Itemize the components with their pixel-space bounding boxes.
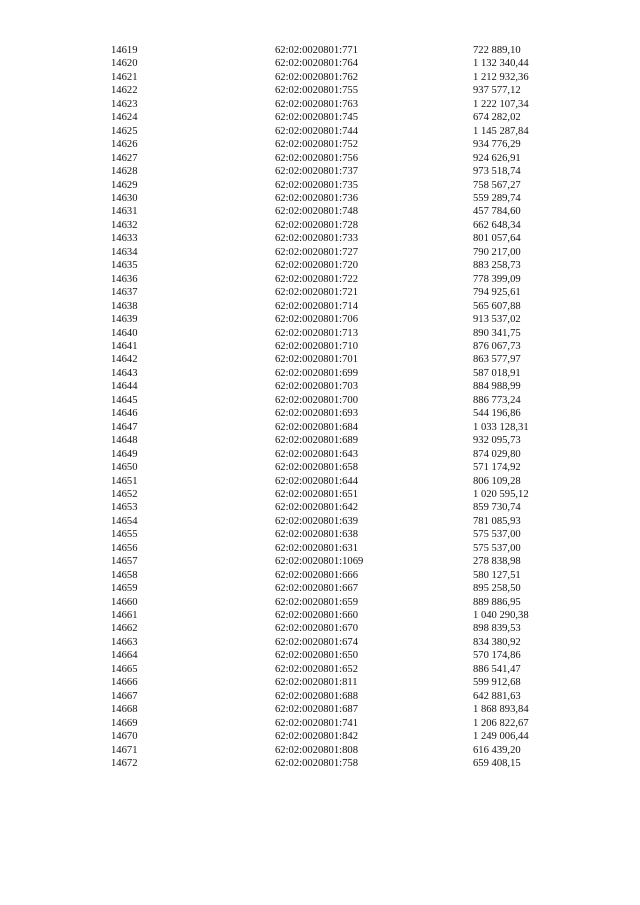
cadastral-value: 616 439,20 bbox=[473, 744, 521, 756]
row-number: 14634 bbox=[111, 246, 138, 258]
cadastral-value: 937 577,12 bbox=[473, 85, 521, 97]
cadastral-value: 674 282,02 bbox=[473, 112, 521, 124]
cadastral-value: 883 258,73 bbox=[473, 260, 521, 272]
table-row bbox=[0, 515, 640, 528]
table-row bbox=[0, 488, 640, 501]
row-number: 14656 bbox=[111, 542, 138, 554]
cadastral-number: 62:02:0020801:670 bbox=[275, 623, 358, 635]
cadastral-number: 62:02:0020801:748 bbox=[275, 206, 358, 218]
cadastral-value: 898 839,53 bbox=[473, 623, 521, 635]
row-number: 14642 bbox=[111, 354, 138, 366]
table-row bbox=[0, 179, 640, 192]
cadastral-number: 62:02:0020801:699 bbox=[275, 367, 358, 379]
row-number: 14669 bbox=[111, 717, 138, 729]
cadastral-number: 62:02:0020801:741 bbox=[275, 717, 358, 729]
row-number: 14638 bbox=[111, 300, 138, 312]
cadastral-number: 62:02:0020801:674 bbox=[275, 636, 358, 648]
table-row bbox=[0, 407, 640, 420]
table-row bbox=[0, 649, 640, 662]
cadastral-value: 575 537,00 bbox=[473, 542, 521, 554]
table-row bbox=[0, 300, 640, 313]
cadastral-value: 599 912,68 bbox=[473, 677, 521, 689]
table-row bbox=[0, 434, 640, 447]
cadastral-number: 62:02:0020801:701 bbox=[275, 354, 358, 366]
row-number: 14664 bbox=[111, 650, 138, 662]
row-number: 14628 bbox=[111, 166, 138, 178]
cadastral-number: 62:02:0020801:728 bbox=[275, 219, 358, 231]
table-row bbox=[0, 138, 640, 151]
table-row bbox=[0, 259, 640, 272]
table-row bbox=[0, 111, 640, 124]
row-number: 14635 bbox=[111, 260, 138, 272]
table-row bbox=[0, 394, 640, 407]
cadastral-value: 587 018,91 bbox=[473, 367, 521, 379]
row-number: 14625 bbox=[111, 125, 138, 137]
row-number: 14655 bbox=[111, 529, 138, 541]
table-row bbox=[0, 730, 640, 743]
table-row bbox=[0, 232, 640, 245]
table-row bbox=[0, 327, 640, 340]
row-number: 14659 bbox=[111, 583, 138, 595]
cadastral-number: 62:02:0020801:764 bbox=[275, 58, 358, 70]
cadastral-number: 62:02:0020801:688 bbox=[275, 690, 358, 702]
cadastral-value: 570 174,86 bbox=[473, 650, 521, 662]
cadastral-number: 62:02:0020801:703 bbox=[275, 381, 358, 393]
cadastral-number: 62:02:0020801:706 bbox=[275, 314, 358, 326]
cadastral-number: 62:02:0020801:693 bbox=[275, 408, 358, 420]
cadastral-number: 62:02:0020801:762 bbox=[275, 71, 358, 83]
cadastral-value: 1 145 287,84 bbox=[473, 125, 529, 137]
cadastral-number: 62:02:0020801:713 bbox=[275, 327, 358, 339]
table-row bbox=[0, 44, 640, 57]
table-row bbox=[0, 596, 640, 609]
table-row bbox=[0, 501, 640, 514]
table-row bbox=[0, 340, 640, 353]
cadastral-number: 62:02:0020801:755 bbox=[275, 85, 358, 97]
table-row bbox=[0, 165, 640, 178]
table-row bbox=[0, 152, 640, 165]
cadastral-number: 62:02:0020801:687 bbox=[275, 704, 358, 716]
cadastral-value: 876 067,73 bbox=[473, 340, 521, 352]
cadastral-value: 932 095,73 bbox=[473, 435, 521, 447]
cadastral-number: 62:02:0020801:808 bbox=[275, 744, 358, 756]
row-number: 14639 bbox=[111, 314, 138, 326]
cadastral-value: 913 537,02 bbox=[473, 314, 521, 326]
row-number: 14665 bbox=[111, 663, 138, 675]
table-row bbox=[0, 98, 640, 111]
row-number: 14650 bbox=[111, 462, 138, 474]
cadastral-number: 62:02:0020801:745 bbox=[275, 112, 358, 124]
cadastral-number: 62:02:0020801:710 bbox=[275, 340, 358, 352]
cadastral-number: 62:02:0020801:666 bbox=[275, 569, 358, 581]
cadastral-number: 62:02:0020801:642 bbox=[275, 502, 358, 514]
cadastral-value: 1 222 107,34 bbox=[473, 98, 529, 110]
row-number: 14641 bbox=[111, 340, 138, 352]
cadastral-value: 886 773,24 bbox=[473, 394, 521, 406]
row-number: 14624 bbox=[111, 112, 138, 124]
cadastral-value: 781 085,93 bbox=[473, 515, 521, 527]
row-number: 14648 bbox=[111, 435, 138, 447]
table-row bbox=[0, 475, 640, 488]
cadastral-number: 62:02:0020801:758 bbox=[275, 758, 358, 770]
cadastral-value: 544 196,86 bbox=[473, 408, 521, 420]
cadastral-value: 1 132 340,44 bbox=[473, 58, 529, 70]
cadastral-value: 559 289,74 bbox=[473, 192, 521, 204]
row-number: 14652 bbox=[111, 488, 138, 500]
row-number: 14621 bbox=[111, 71, 138, 83]
cadastral-number: 62:02:0020801:735 bbox=[275, 179, 358, 191]
row-number: 14627 bbox=[111, 152, 138, 164]
row-number: 14662 bbox=[111, 623, 138, 635]
table-row bbox=[0, 542, 640, 555]
row-number: 14623 bbox=[111, 98, 138, 110]
cadastral-value: 1 020 595,12 bbox=[473, 488, 529, 500]
cadastral-value: 642 881,63 bbox=[473, 690, 521, 702]
table-row bbox=[0, 421, 640, 434]
cadastral-value: 794 925,61 bbox=[473, 287, 521, 299]
table-row bbox=[0, 205, 640, 218]
cadastral-value: 571 174,92 bbox=[473, 462, 521, 474]
cadastral-value: 1 212 932,36 bbox=[473, 71, 529, 83]
cadastral-number: 62:02:0020801:763 bbox=[275, 98, 358, 110]
row-number: 14663 bbox=[111, 636, 138, 648]
table-row bbox=[0, 555, 640, 568]
cadastral-number: 62:02:0020801:771 bbox=[275, 45, 358, 56]
cadastral-number: 62:02:0020801:720 bbox=[275, 260, 358, 272]
row-number: 14631 bbox=[111, 206, 138, 218]
cadastral-number: 62:02:0020801:631 bbox=[275, 542, 358, 554]
table-row bbox=[0, 582, 640, 595]
table-row bbox=[0, 380, 640, 393]
row-number: 14661 bbox=[111, 610, 138, 622]
cadastral-value: 659 408,15 bbox=[473, 758, 521, 770]
cadastral-number: 62:02:0020801:737 bbox=[275, 166, 358, 178]
row-number: 14633 bbox=[111, 233, 138, 245]
cadastral-value: 1 206 822,67 bbox=[473, 717, 529, 729]
table-row bbox=[0, 757, 640, 770]
cadastral-value: 457 784,60 bbox=[473, 206, 521, 218]
table-row bbox=[0, 663, 640, 676]
row-number: 14651 bbox=[111, 475, 138, 487]
row-number: 14671 bbox=[111, 744, 138, 756]
table-row bbox=[0, 528, 640, 541]
cadastral-number: 62:02:0020801:644 bbox=[275, 475, 358, 487]
row-number: 14643 bbox=[111, 367, 138, 379]
row-number: 14657 bbox=[111, 556, 138, 568]
table-row bbox=[0, 744, 640, 757]
cadastral-value: 1 868 893,84 bbox=[473, 704, 529, 716]
cadastral-value: 924 626,91 bbox=[473, 152, 521, 164]
row-number: 14668 bbox=[111, 704, 138, 716]
cadastral-number: 62:02:0020801:721 bbox=[275, 287, 358, 299]
table-row bbox=[0, 569, 640, 582]
row-number: 14660 bbox=[111, 596, 138, 608]
row-number: 14630 bbox=[111, 192, 138, 204]
table-row bbox=[0, 125, 640, 138]
table-row bbox=[0, 636, 640, 649]
cadastral-number: 62:02:0020801:727 bbox=[275, 246, 358, 258]
cadastral-number: 62:02:0020801:650 bbox=[275, 650, 358, 662]
table-row bbox=[0, 622, 640, 635]
table-row bbox=[0, 367, 640, 380]
table-row bbox=[0, 71, 640, 84]
cadastral-number: 62:02:0020801:689 bbox=[275, 435, 358, 447]
row-number: 14640 bbox=[111, 327, 138, 339]
cadastral-number: 62:02:0020801:1069 bbox=[275, 556, 364, 568]
table-row bbox=[0, 192, 640, 205]
cadastral-value: 973 518,74 bbox=[473, 166, 521, 178]
row-number: 14622 bbox=[111, 85, 138, 97]
cadastral-value: 801 057,64 bbox=[473, 233, 521, 245]
table-row bbox=[0, 609, 640, 622]
row-number: 14654 bbox=[111, 515, 138, 527]
cadastral-value: 722 889,10 bbox=[473, 45, 521, 56]
table-row bbox=[0, 448, 640, 461]
cadastral-number: 62:02:0020801:733 bbox=[275, 233, 358, 245]
row-number: 14649 bbox=[111, 448, 138, 460]
table-row bbox=[0, 676, 640, 689]
cadastral-value: 806 109,28 bbox=[473, 475, 521, 487]
row-number: 14619 bbox=[111, 45, 138, 56]
row-number: 14620 bbox=[111, 58, 138, 70]
cadastral-number: 62:02:0020801:714 bbox=[275, 300, 358, 312]
table-row bbox=[0, 286, 640, 299]
row-number: 14636 bbox=[111, 273, 138, 285]
cadastral-value: 859 730,74 bbox=[473, 502, 521, 514]
table-row bbox=[0, 690, 640, 703]
cadastral-number: 62:02:0020801:842 bbox=[275, 731, 358, 743]
table-row bbox=[0, 219, 640, 232]
cadastral-number: 62:02:0020801:722 bbox=[275, 273, 358, 285]
table-row bbox=[0, 703, 640, 716]
cadastral-value: 934 776,29 bbox=[473, 139, 521, 151]
cadastral-number: 62:02:0020801:643 bbox=[275, 448, 358, 460]
row-number: 14637 bbox=[111, 287, 138, 299]
cadastral-value: 758 567,27 bbox=[473, 179, 521, 191]
cadastral-value: 278 838,98 bbox=[473, 556, 521, 568]
cadastral-number: 62:02:0020801:700 bbox=[275, 394, 358, 406]
cadastral-value: 863 577,97 bbox=[473, 354, 521, 366]
table-row bbox=[0, 313, 640, 326]
table-row bbox=[0, 353, 640, 366]
cadastral-value: 790 217,00 bbox=[473, 246, 521, 258]
row-number: 14645 bbox=[111, 394, 138, 406]
cadastral-number: 62:02:0020801:811 bbox=[275, 677, 358, 689]
cadastral-value: 580 127,51 bbox=[473, 569, 521, 581]
cadastral-value: 834 380,92 bbox=[473, 636, 521, 648]
cadastral-number: 62:02:0020801:651 bbox=[275, 488, 358, 500]
table-row bbox=[0, 273, 640, 286]
cadastral-number: 62:02:0020801:660 bbox=[275, 610, 358, 622]
row-number: 14632 bbox=[111, 219, 138, 231]
cadastral-value: 662 648,34 bbox=[473, 219, 521, 231]
row-number: 14658 bbox=[111, 569, 138, 581]
cadastral-value-table bbox=[0, 44, 640, 770]
cadastral-value: 890 341,75 bbox=[473, 327, 521, 339]
cadastral-value: 1 040 290,38 bbox=[473, 610, 529, 622]
cadastral-number: 62:02:0020801:638 bbox=[275, 529, 358, 541]
row-number: 14629 bbox=[111, 179, 138, 191]
row-number: 14667 bbox=[111, 690, 138, 702]
row-number: 14666 bbox=[111, 677, 138, 689]
table-row bbox=[0, 84, 640, 97]
cadastral-number: 62:02:0020801:756 bbox=[275, 152, 358, 164]
cadastral-number: 62:02:0020801:667 bbox=[275, 583, 358, 595]
cadastral-value: 575 537,00 bbox=[473, 529, 521, 541]
cadastral-value: 874 029,80 bbox=[473, 448, 521, 460]
cadastral-number: 62:02:0020801:736 bbox=[275, 192, 358, 204]
row-number: 14647 bbox=[111, 421, 138, 433]
row-number: 14672 bbox=[111, 758, 138, 770]
row-number: 14646 bbox=[111, 408, 138, 420]
row-number: 14670 bbox=[111, 731, 138, 743]
cadastral-number: 62:02:0020801:744 bbox=[275, 125, 358, 137]
row-number: 14626 bbox=[111, 139, 138, 151]
row-number: 14653 bbox=[111, 502, 138, 514]
row-number: 14644 bbox=[111, 381, 138, 393]
cadastral-value: 1 249 006,44 bbox=[473, 731, 529, 743]
table-row bbox=[0, 57, 640, 70]
cadastral-number: 62:02:0020801:639 bbox=[275, 515, 358, 527]
cadastral-number: 62:02:0020801:752 bbox=[275, 139, 358, 151]
cadastral-value: 889 886,95 bbox=[473, 596, 521, 608]
cadastral-number: 62:02:0020801:652 bbox=[275, 663, 358, 675]
table-row bbox=[0, 461, 640, 474]
cadastral-value: 886 541,47 bbox=[473, 663, 521, 675]
cadastral-number: 62:02:0020801:659 bbox=[275, 596, 358, 608]
cadastral-number: 62:02:0020801:684 bbox=[275, 421, 358, 433]
cadastral-number: 62:02:0020801:658 bbox=[275, 462, 358, 474]
cadastral-value: 895 258,50 bbox=[473, 583, 521, 595]
cadastral-value: 565 607,88 bbox=[473, 300, 521, 312]
table-row bbox=[0, 717, 640, 730]
table-row bbox=[0, 246, 640, 259]
cadastral-value: 778 399,09 bbox=[473, 273, 521, 285]
cadastral-value: 884 988,99 bbox=[473, 381, 521, 393]
cadastral-value: 1 033 128,31 bbox=[473, 421, 529, 433]
